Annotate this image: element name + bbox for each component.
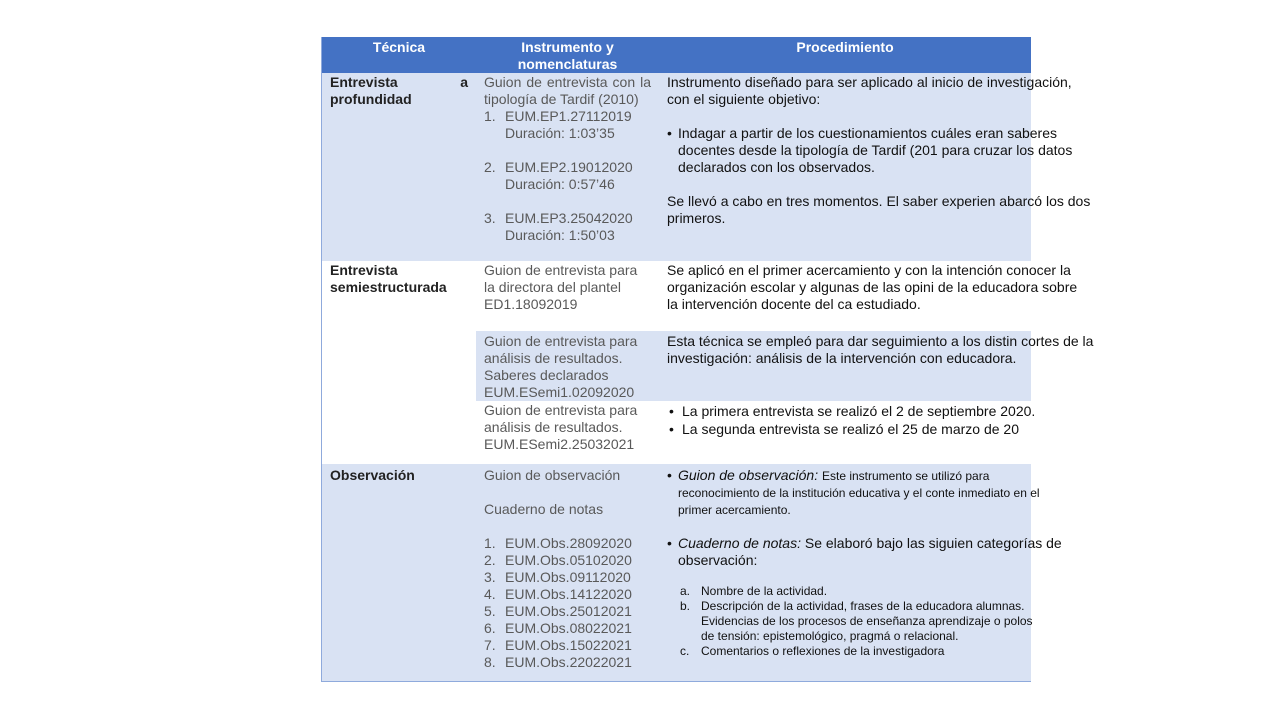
list-item: • Guion de observación: Este instrumento se utilizó para reconocimiento de la institución educativa y el conte inmediato en el primer acercamiento. — [667, 467, 1040, 517]
list-item: 5. EUM.Obs.25012021 — [484, 603, 632, 619]
procedimiento-semi-directora: Se aplicó en el primer acercamiento y con la intención conocer la organización escolar y algunas de las opini de la educadora sobre la intervención docente del ca estudiado. — [667, 262, 1078, 312]
list-item: 1. EUM.EP1.27112019 Duración: 1:03’35 — [484, 108, 632, 141]
procedimiento-profundidad: Instrumento diseñado para ser aplicado al inicio de investigación, con el siguiente objetivo: • Indagar a partir de los cuestionamientos cuáles eran saberes docentes desde la tipología de Tardif (201 para cruzar los datos declarados con los observados. Se llevó a cabo en tres momentos. El saber experien abarcó los dos primeros. — [667, 74, 1047, 227]
list-item: c. Comentarios o reflexiones de la investigadora — [680, 644, 945, 658]
list-item: a. Nombre de la actividad. — [680, 584, 828, 598]
tecnica-observacion: Observación — [330, 467, 415, 483]
list-item: • La primera entrevista se realizó el 2 de septiembre 2020. — [669, 403, 1036, 419]
list-item: • Indagar a partir de los cuestionamientos cuáles eran saberes docentes desde la tipología de Tardif (201 para cruzar los datos declarados con los observados. — [667, 125, 1073, 175]
header-tecnica: Técnica — [322, 37, 476, 73]
header-procedimiento: Procedimiento — [659, 37, 1031, 73]
list-item: 1. EUM.Obs.28092020 — [484, 535, 632, 551]
instrumento-profundidad: Guion de entrevista con la tipología de Tardif (2010) 1. EUM.EP1.27112019 Duración: 1:03’35 2. EUM.EP2.19012020 Duración: 0:57’46 3. EUM.EP3.25042020 Duración: 1:50’03 — [484, 74, 651, 243]
instrumento-observacion: Guion de observación Cuaderno de notas 1. EUM.Obs.28092020 2. EUM.Obs.05102020 3. EUM.Obs.09112020 4. EUM.Obs.14122020 5. EUM.Obs.25012021 6. EUM.Obs.08022021 7. EUM.Obs.15022021 8. EUM.Obs.22022021 — [484, 467, 651, 671]
instrumento-semi-directora: Guion de entrevista para la directora del plantel ED1.18092019 — [484, 262, 638, 312]
list-item: 7. EUM.Obs.15022021 — [484, 637, 632, 653]
list-item: b. Descripción de la actividad, frases de la educadora alumnas. Evidencias de los procesos de enseñanza aprendizaje o polos de tensión: epistemológico, pragmá o relacional. — [680, 599, 1033, 643]
list-item: • Cuaderno de notas: Se elaboró bajo las siguien categorías de observación: — [667, 535, 1062, 568]
methods-table — [321, 37, 1094, 682]
instrumento-semi-resultados-1: Guion de entrevista para análisis de resultados. Saberes declarados EUM.ESemi1.02092020 — [484, 333, 638, 400]
instrumento-semi-resultados-2: Guion de entrevista para análisis de resultados. EUM.ESemi2.25032021 — [484, 402, 638, 452]
procedimiento-observacion — [667, 467, 1067, 659]
list-item: 6. EUM.Obs.08022021 — [484, 620, 632, 636]
header-instrumento: Instrumento y nomenclaturas — [476, 37, 659, 73]
list-item: 3. EUM.EP3.25042020 Duración: 1:50’03 — [484, 210, 633, 243]
tecnica-semiestructurada: Entrevista semiestructurada — [330, 262, 447, 295]
list-item: 3. EUM.Obs.09112020 — [484, 569, 631, 585]
list-item: 4. EUM.Obs.14122020 — [484, 586, 632, 602]
list-item: • La segunda entrevista se realizó el 25 de marzo de 20 — [669, 421, 1019, 437]
list-item: 2. EUM.EP2.19012020 Duración: 0:57’46 — [484, 159, 633, 192]
list-item: 2. EUM.Obs.05102020 — [484, 552, 632, 568]
procedimiento-semi-bullets — [667, 403, 1097, 438]
tecnica-profundidad: Entrevista a profundidad — [330, 74, 468, 107]
list-item: 8. EUM.Obs.22022021 — [484, 654, 632, 670]
procedimiento-semi-resultados: Esta técnica se empleó para dar seguimiento a los distin cortes de la investigación: análisis de la intervención con educadora. — [667, 333, 1094, 366]
